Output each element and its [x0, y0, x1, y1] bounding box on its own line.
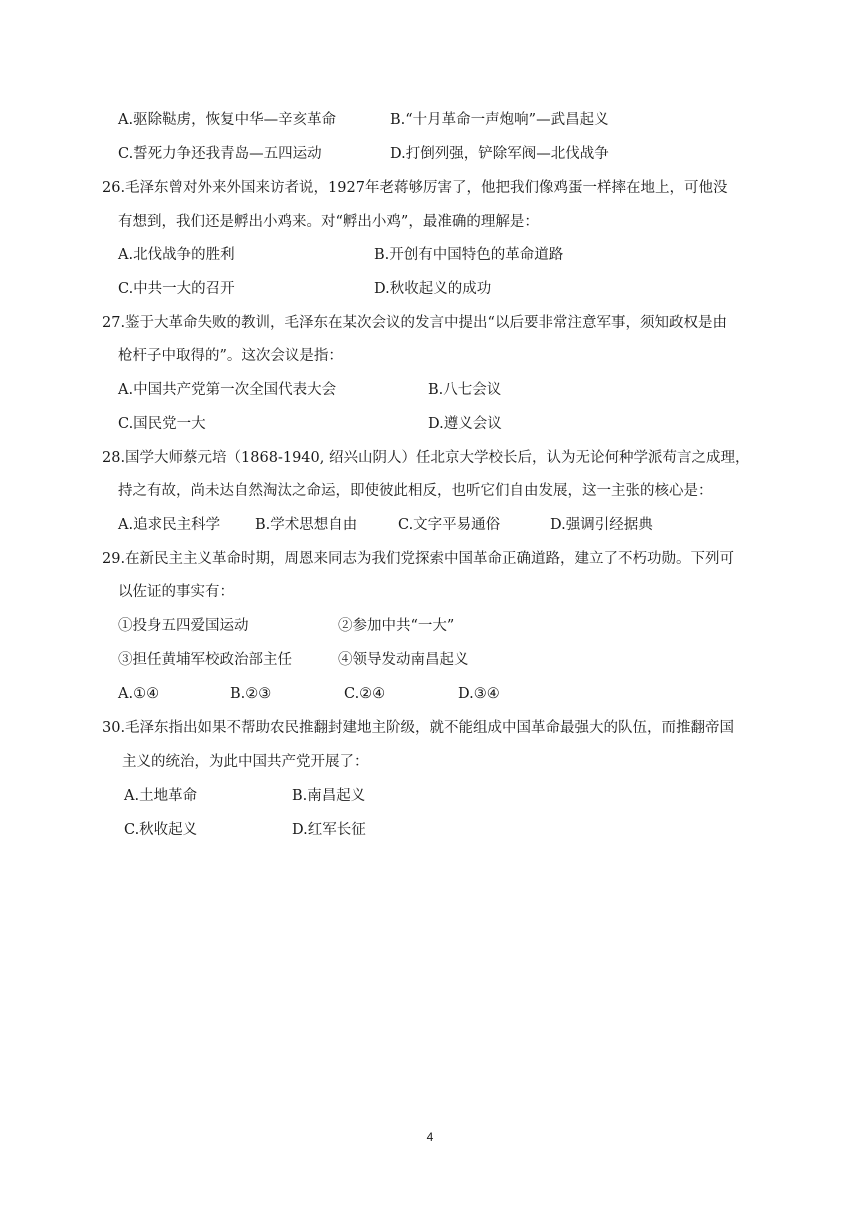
option-d: D.③④	[458, 686, 500, 702]
option-b: B.开创有中国特色的革命道路	[374, 247, 564, 263]
option-b: B.②③	[230, 686, 272, 702]
option-c: C.秋收起义	[124, 822, 198, 838]
question-26-line-1: 26.毛泽东曾对外来外国来访者说，1927年老蒋够厉害了，他把我们像鸡蛋一样摔在地上，可他没	[102, 180, 728, 196]
page-number: 4	[426, 1130, 434, 1144]
option-d: D.红军长征	[292, 822, 366, 838]
statement-3: ③担任黄埔军校政治部主任	[118, 652, 292, 668]
question-26-line-2: 有想到，我们还是孵出小鸡来。对“孵出小鸡”，最准确的理解是：	[118, 214, 539, 230]
question-30-line-2: 主义的统治，为此中国共产党开展了：	[122, 754, 369, 770]
option-a: A.土地革命	[124, 788, 198, 804]
statement-4: ④领导发动南昌起义	[338, 652, 469, 668]
option-b: B.“十月革命一声炮响”—武昌起义	[390, 112, 609, 128]
option-a: A.中国共产党第一次全国代表大会	[118, 382, 337, 398]
option-a: A.北伐战争的胜利	[118, 247, 235, 263]
option-c: C.文字平易通俗	[398, 517, 501, 533]
question-28-line-2: 持之有故，尚未达自然淘汰之命运，即使彼此相反，也听它们自由发展，这一主张的核心是：	[118, 483, 713, 499]
option-a: A.驱除鞑虏，恢复中华—辛亥革命	[118, 112, 337, 128]
option-d: D.打倒列强，铲除军阀—北伐战争	[390, 146, 609, 162]
question-29-line-2: 以佐证的事实有：	[118, 584, 234, 600]
option-d: D.强调引经据典	[550, 517, 653, 533]
question-27-line-1: 27.鉴于大革命失败的教训，毛泽东在某次会议的发言中提出“以后要非常注意军事，须知政权是由	[102, 315, 727, 331]
option-c: C.②④	[344, 686, 386, 702]
question-30-line-1: 30.毛泽东指出如果不帮助农民推翻封建地主阶级，就不能组成中国革命最强大的队伍，而推翻帝国	[102, 720, 735, 736]
option-c: C.誓死力争还我青岛—五四运动	[118, 146, 322, 162]
option-b: B.八七会议	[428, 382, 502, 398]
statement-2: ②参加中共“一大”	[338, 618, 455, 634]
option-a: A.追求民主科学	[118, 517, 221, 533]
option-d: D.秋收起义的成功	[374, 281, 492, 297]
question-28-line-1: 28.国学大师蔡元培（1868-1940, 绍兴山阴人）任北京大学校长后，认为无论何种学派苟言之成理，	[102, 450, 750, 466]
option-d: D.遵义会议	[428, 416, 502, 432]
option-c: C.中共一大的召开	[118, 281, 235, 297]
question-29-line-1: 29.在新民主主义革命时期，周恩来同志为我们党探索中国革命正确道路，建立了不朽功勋。下列可	[102, 551, 735, 567]
statement-1: ①投身五四爱国运动	[118, 618, 249, 634]
question-27-line-2: 枪杆子中取得的”。这次会议是指：	[118, 348, 343, 364]
option-a: A.①④	[118, 686, 160, 702]
option-b: B.南昌起义	[292, 788, 366, 804]
option-c: C.国民党一大	[118, 416, 206, 432]
option-b: B.学术思想自由	[255, 517, 358, 533]
